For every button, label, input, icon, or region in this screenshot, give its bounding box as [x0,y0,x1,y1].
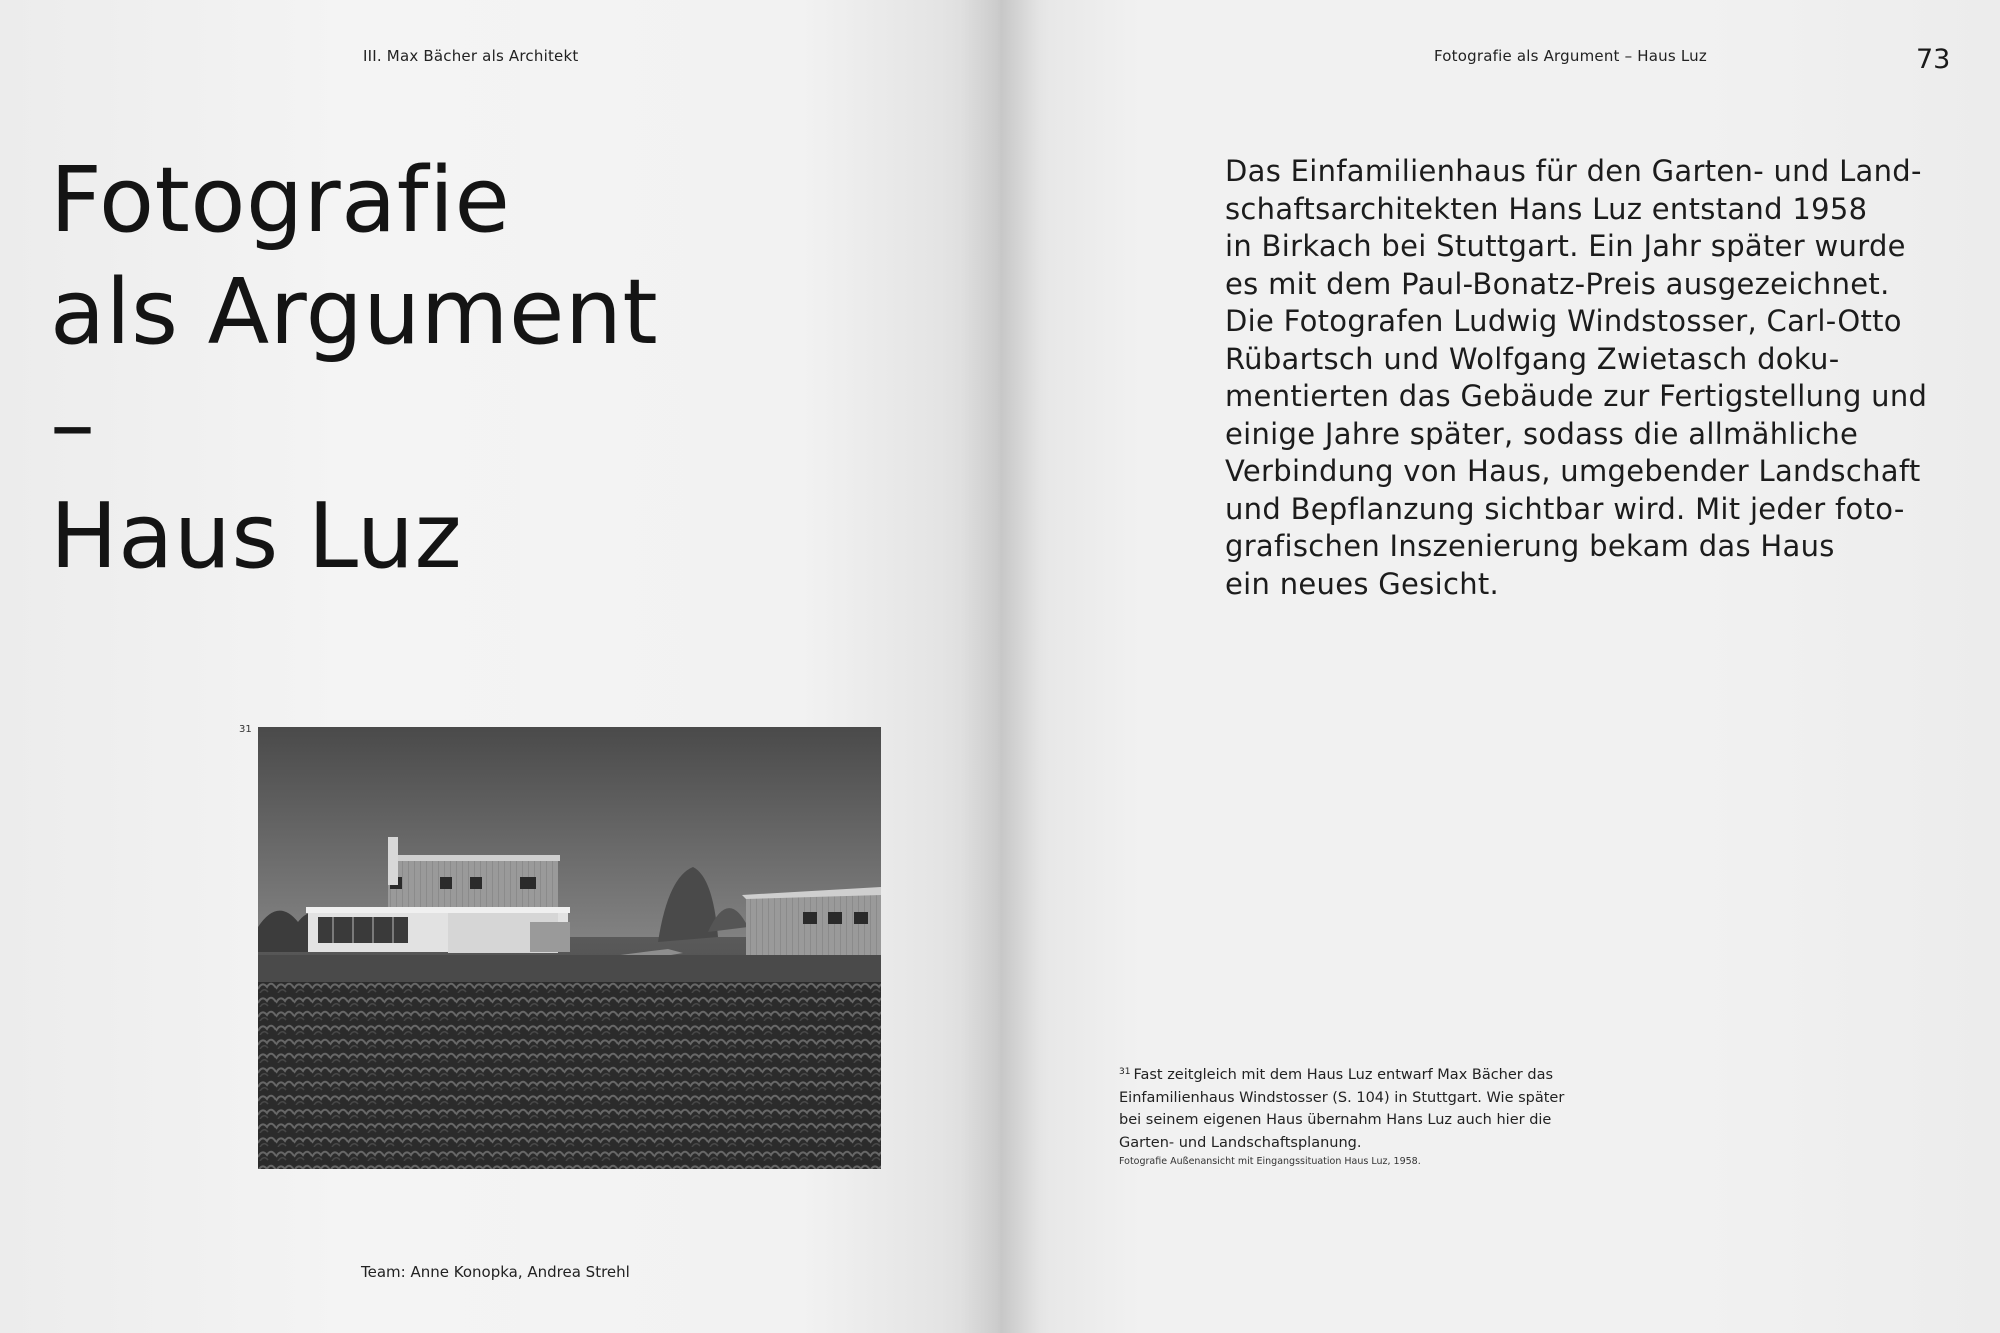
body-line: schaftsarchitekten Hans Luz entstand 1958 [1225,191,1868,226]
body-line: Das Einfamilienhaus für den Garten- und Land- [1225,154,1922,188]
body-line: es mit dem Paul-Bonatz-Preis ausgezeichnet. [1225,266,1890,301]
body-line: in Birkach bei Stuttgart. Ein Jahr später wurde [1225,229,1906,263]
house-photograph [258,727,881,1169]
running-head-left: III. Max Bächer als Architekt [363,47,579,65]
body-line: und Bepflanzung sichtbar wird. Mit jeder foto- [1225,491,1905,526]
footnote-line: Garten- und Landschaftsplanung. [1119,1134,1362,1151]
chapter-title [50,145,658,593]
photo-credit: Fotografie Außenansicht mit Eingangssituation Haus Luz, 1958. [1119,1156,1421,1167]
footnote-line [1119,1061,1679,1087]
page-number: 73 [1916,44,1951,75]
body-line: grafischen Inszenierung bekam das Haus [1225,529,1835,563]
footnote-marker: 31 [1119,1067,1131,1077]
body-line: Rübartsch und Wolfgang Zwietasch doku- [1225,341,1840,376]
team-credit: Team: Anne Konopka, Andrea Strehl [361,1263,630,1281]
footnote-line: Einfamilienhaus Windstosser (S. 104) in Stuttgart. Wie später [1119,1089,1565,1106]
footnote-text: Fast zeitgleich mit dem Haus Luz entwarf Max Bächer das [1133,1067,1554,1083]
title-line: Haus Luz [50,484,463,589]
body-paragraph [1225,153,1945,603]
footnote-line: bei seinem eigenen Haus übernahm Hans Luz auch hier die [1119,1112,1552,1128]
figure-number: 31 [239,724,252,735]
title-line: als Argument [50,260,659,365]
title-line: Fotografie [50,148,511,253]
body-line: Die Fotografen Ludwig Windstosser, Carl-Otto [1225,304,1902,338]
title-line: – [50,372,96,477]
body-line: mentierten das Gebäude zur Fertigstellung und [1225,379,1928,413]
running-head-right: Fotografie als Argument – Haus Luz [1434,47,1707,65]
figure-footnote [1119,1061,1679,1154]
body-line: ein neues Gesicht. [1225,566,1500,601]
body-line: Verbindung von Haus, umgebender Landschaft [1225,454,1921,488]
body-line: einige Jahre später, sodass die allmähliche [1225,416,1859,451]
